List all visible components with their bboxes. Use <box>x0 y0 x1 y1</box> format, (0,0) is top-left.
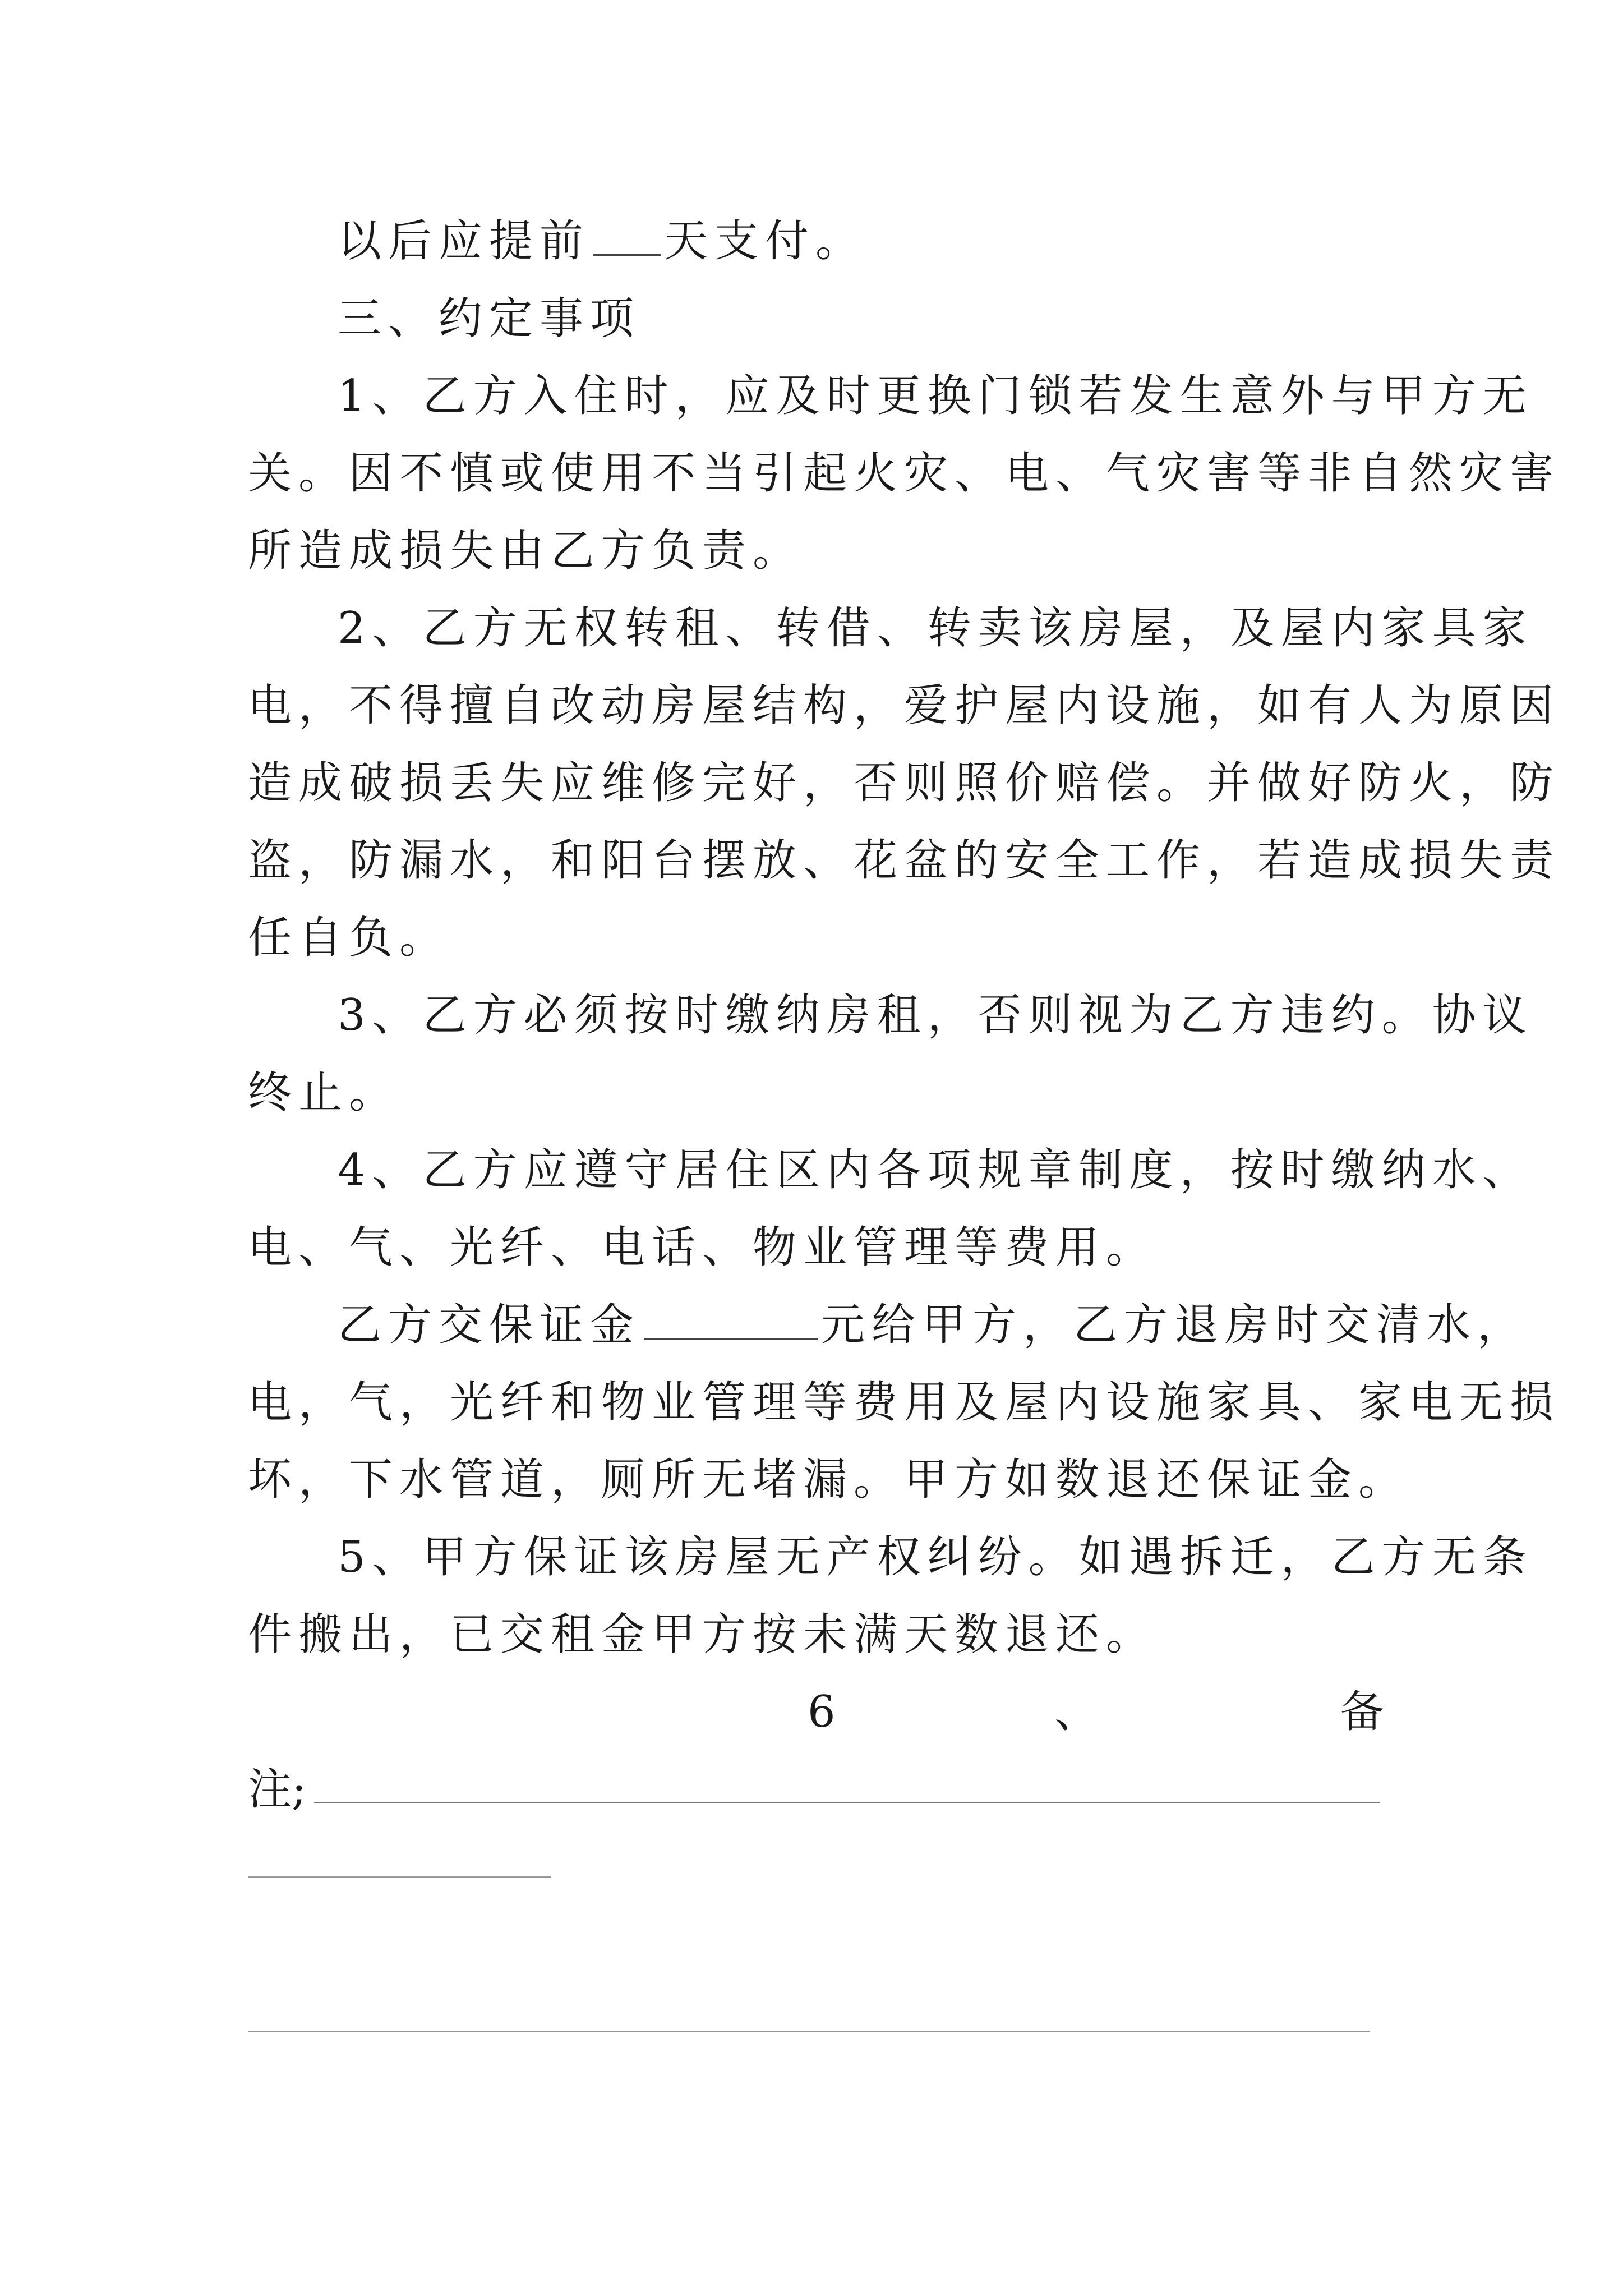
item2-line3: 造成破损丢失应维修完好，否则照价赔偿。并做好防火，防 <box>248 758 1561 808</box>
paragraph-payment <box>338 213 1392 269</box>
item2-line4: 盗，防漏水，和阳台摆放、花盆的安全工作，若造成损失责 <box>248 835 1561 886</box>
item1-line3: 所造成损失由乙方负责。 <box>248 526 804 576</box>
remarks-line-3 <box>248 2031 1370 2032</box>
payment-days-blank <box>593 215 661 256</box>
deposit-line3: 坏，下水管道，厕所无堵漏。甲方如数退还保证金。 <box>248 1455 1409 1505</box>
item2-line1: 2、乙方无权转租、转借、转卖该房屋，及屋内家具家 <box>338 603 1533 654</box>
item6-separator: 、 <box>1054 1687 1099 1737</box>
item5-line2: 件搬出，已交租金甲方按未满天数退还。 <box>248 1609 1157 1660</box>
remarks-line-1 <box>314 1802 1380 1803</box>
deposit-amount-blank <box>644 1299 818 1340</box>
deposit-text-before: 乙方交保证金 <box>338 1300 641 1350</box>
remarks-line-2 <box>248 1876 551 1878</box>
item2-line2: 电，不得擅自改动房屋结构，爱护屋内设施，如有人为原因 <box>248 680 1561 731</box>
item1-line2: 关。因不慎或使用不当引起火灾、电、气灾害等非自然灾害 <box>248 448 1561 499</box>
deposit-text-after: 元给甲方，乙方退房时交清水， <box>821 1300 1528 1350</box>
item2-line5: 任自负。 <box>248 913 450 963</box>
item4-line2: 电、气、光纤、电话、物业管理等费用。 <box>248 1222 1157 1273</box>
payment-text-before: 以后应提前 <box>338 216 591 266</box>
item6-label-part2: 注; <box>248 1764 307 1815</box>
deposit-line1 <box>338 1297 1528 1353</box>
deposit-line2: 电，气，光纤和物业管理等费用及屋内设施家具、家电无损 <box>248 1377 1561 1428</box>
item6-label-part1: 备 <box>1340 1687 1385 1737</box>
item3-line1: 3、乙方必须按时缴纳房租，否则视为乙方违约。协议 <box>338 990 1533 1041</box>
item5-line1: 5、甲方保证该房屋无产权纠纷。如遇拆迁，乙方无条 <box>338 1532 1533 1582</box>
item4-line1: 4、乙方应遵守居住区内各项规章制度，按时缴纳水、 <box>338 1145 1533 1195</box>
item3-line2: 终止。 <box>248 1068 400 1118</box>
section-heading: 三、约定事项 <box>338 293 641 344</box>
payment-text-after: 天支付。 <box>664 216 866 266</box>
item1-line1: 1、乙方入住时，应及时更换门锁若发生意外与甲方无 <box>338 371 1533 421</box>
item6-number: 6 <box>808 1687 836 1737</box>
